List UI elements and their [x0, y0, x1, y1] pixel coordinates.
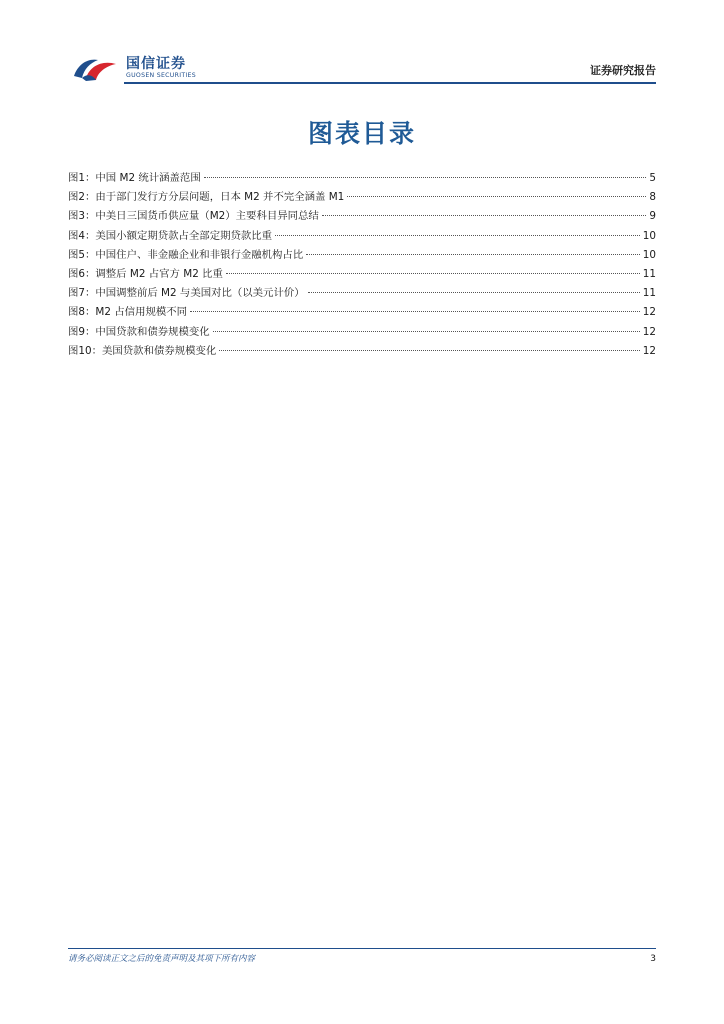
toc-dot-leader	[308, 292, 640, 293]
toc-entry[interactable]	[68, 284, 656, 303]
toc-entry-page: 11	[642, 287, 656, 300]
toc-entry-label: 图5：	[68, 248, 96, 261]
toc-entry-label: 图9：	[68, 325, 96, 338]
toc-entry-label: 图4：	[68, 229, 96, 242]
toc-entry[interactable]	[68, 246, 656, 265]
toc-entry-title: M2 占信用规模不同	[95, 306, 188, 319]
toc-dot-leader	[190, 311, 640, 312]
toc-entry-page: 8	[649, 191, 656, 204]
toc-entry-title: 中美日三国货币供应量（M2）主要科目异同总结	[95, 210, 319, 223]
page-title: 图表目录	[307, 119, 416, 148]
table-of-figures	[68, 169, 656, 361]
toc-dot-leader	[347, 196, 646, 197]
toc-entry-page: 12	[642, 325, 656, 338]
toc-entry-label: 图2：	[68, 191, 96, 204]
toc-entry[interactable]	[68, 265, 656, 284]
toc-entry[interactable]	[68, 303, 656, 322]
toc-entry[interactable]	[68, 207, 656, 226]
toc-entry-label: 图3：	[68, 210, 96, 223]
header-divider	[124, 82, 656, 84]
toc-entry-title: 中国住户、非金融企业和非银行金融机构占比	[95, 248, 304, 261]
toc-entry[interactable]	[68, 323, 656, 342]
toc-entry-page: 12	[642, 344, 656, 357]
guosen-logo-icon	[72, 54, 118, 82]
toc-entry[interactable]	[68, 227, 656, 246]
toc-dot-leader	[306, 254, 640, 255]
toc-entry-page: 5	[649, 172, 656, 184]
toc-dot-leader	[275, 235, 640, 236]
toc-dot-leader	[213, 331, 640, 332]
toc-entry-title: 美国小额定期贷款占全部定期贷款比重	[95, 229, 273, 242]
toc-entry-title: 中国贷款和债券规模变化	[95, 325, 210, 338]
toc-entry-title: 中国调整前后 M2 与美国对比（以美元计价）	[95, 287, 305, 300]
toc-entry-page: 10	[642, 229, 656, 242]
toc-dot-leader	[219, 350, 639, 351]
toc-entry-page: 11	[642, 267, 656, 280]
toc-entry-title: 由于部门发行方分层问题，日本 M2 并不完全涵盖 M1	[95, 191, 345, 204]
toc-entry-label: 图7：	[68, 287, 96, 300]
page-header	[68, 48, 656, 84]
toc-entry-title: 美国贷款和债券规模变化	[102, 344, 217, 357]
toc-entry-page: 10	[642, 248, 656, 261]
footer-divider	[68, 948, 656, 949]
logo-english-name: GUOSEN SECURITIES	[126, 72, 196, 79]
toc-entry-label: 图1：	[68, 172, 96, 184]
toc-entry[interactable]	[68, 342, 656, 361]
toc-entry-label: 图8：	[68, 306, 96, 319]
toc-entry[interactable]	[68, 188, 656, 207]
toc-dot-leader	[204, 177, 647, 178]
toc-entry-title: 中国 M2 统计涵盖范围	[95, 172, 201, 184]
footer-disclaimer: 请务必阅读正文之后的免责声明及其项下所有内容	[68, 954, 256, 964]
toc-entry[interactable]	[68, 169, 656, 188]
report-type-label: 证券研究报告	[590, 64, 656, 77]
logo-chinese-name: 国信证券	[126, 56, 186, 72]
toc-entry-page: 12	[642, 306, 656, 319]
toc-entry-page: 9	[649, 210, 656, 223]
page-number: 3	[650, 954, 656, 964]
toc-entry-label: 图6：	[68, 267, 96, 280]
toc-entry-title: 调整后 M2 占官方 M2 比重	[95, 267, 223, 280]
toc-entry-label: 图10：	[68, 344, 103, 357]
guosen-logo	[68, 50, 208, 84]
toc-dot-leader	[226, 273, 640, 274]
toc-dot-leader	[322, 215, 647, 216]
